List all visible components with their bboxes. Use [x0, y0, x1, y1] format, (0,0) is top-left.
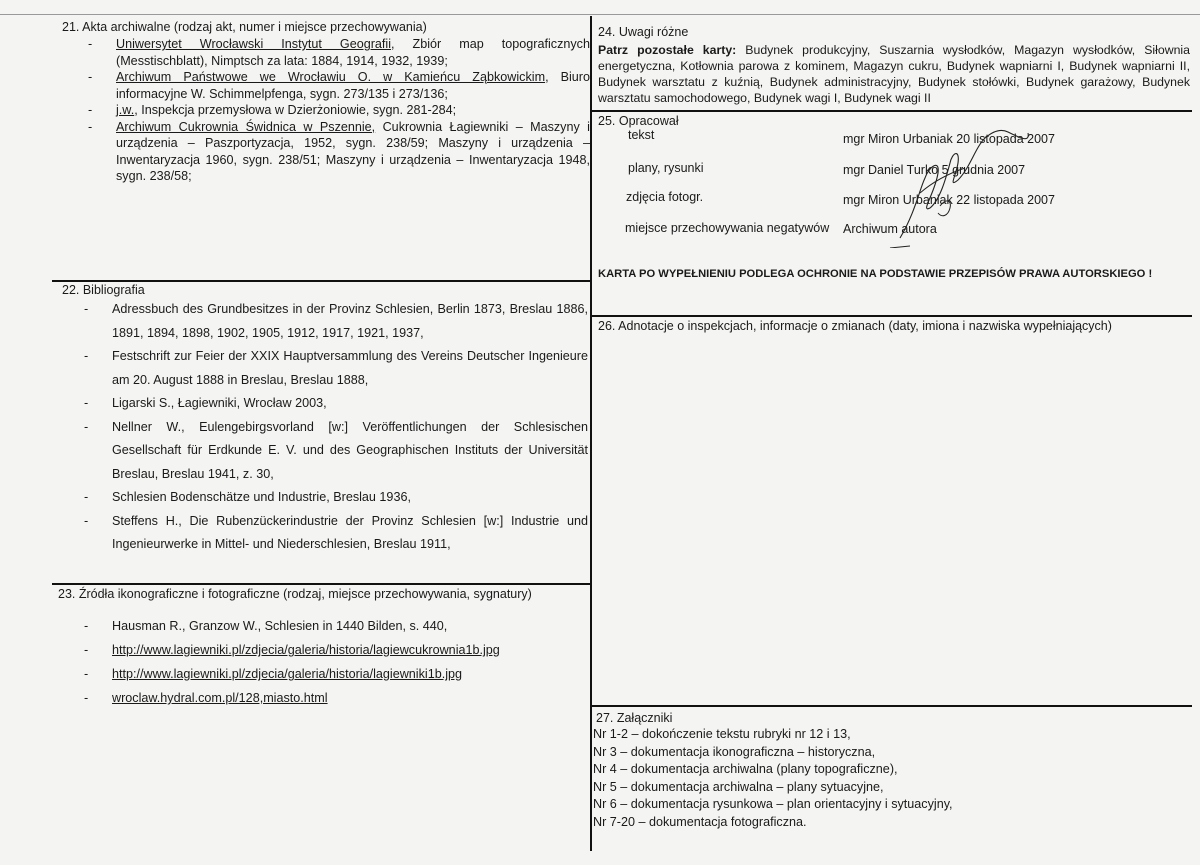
list-dash: -	[84, 419, 89, 434]
source-item	[84, 662, 588, 686]
bibliography-text: Schlesien Bodenschätze und Industrie, Breslau 1936,	[112, 490, 411, 504]
source-text: Hausman R., Granzow W., Schlesien in 1440 Bilden, s. 440,	[112, 619, 448, 633]
list-dash: -	[84, 490, 89, 504]
bibliography-text: Nellner W., Eulengebirgsvorland [w:] Veröffentlichungen der Schlesischen Gesellschaft für Erdkunde E. V. und des Geographischen Instituts der Universität Breslau, Breslau 1941, z. 30,	[112, 419, 588, 481]
attachment-item: Nr 5 – dokumentacja archiwalna – plany sytuacyjne,	[593, 779, 884, 794]
archive-link[interactable]: Uniwersytet Wrocławski Instytut Geografii	[116, 37, 392, 51]
bibliography-item	[84, 416, 588, 487]
prepared-text-label: tekst	[628, 128, 655, 142]
photos-label: zdjęcia fotogr.	[626, 190, 704, 204]
list-dash: -	[84, 349, 89, 363]
list-dash: -	[88, 70, 93, 84]
bibliography-text: Ligarski S., Łagiewniki, Wrocław 2003,	[112, 396, 327, 410]
section-22-title: 22. Bibliografia	[62, 283, 145, 297]
divider-22-23	[52, 583, 590, 585]
list-dash: -	[88, 37, 93, 51]
section-25-title: 25. Opracował	[598, 114, 679, 128]
divider-26-27	[592, 705, 1192, 707]
divider-21-22	[52, 280, 590, 282]
plans-label: plany, rysunki	[628, 161, 704, 175]
negatives-location-value: Archiwum autora	[843, 222, 937, 236]
negatives-location-label: miejsce przechowywania negatywów	[625, 221, 830, 235]
list-dash: -	[84, 691, 89, 705]
section-24-body	[598, 42, 1190, 106]
see-other-cards-label: Patrz pozostałe karty:	[598, 43, 737, 57]
list-item	[88, 119, 590, 185]
list-dash: -	[84, 302, 89, 316]
list-item	[88, 102, 590, 119]
bibliography-item	[84, 345, 588, 392]
archive-link[interactable]: Archiwum Cukrownia Świdnica w Pszennie,	[116, 119, 376, 134]
archive-link[interactable]: Archiwum Państwowe we Wrocławiu O. w Kamieńcu Ząbkowickim	[116, 70, 546, 84]
section-22-list	[84, 298, 588, 557]
source-item	[84, 686, 588, 710]
prepared-text-value: mgr Miron Urbaniak 20 listopada 2007	[843, 132, 1055, 146]
source-item	[84, 638, 588, 662]
archive-detail: Cukrownia Łagiewniki – Maszyny i urządzenia – Paszportyzacja, 1952, sygn. 238/59; Maszyny i urządzenia – Inwentaryzacja 1960, sygn. 238/51; Maszyny i urządzenia – Inwentaryzacja 1948, sygn. 238/58;	[116, 119, 590, 183]
list-item	[88, 69, 590, 102]
bibliography-item	[84, 510, 588, 557]
section-21-list	[88, 36, 590, 185]
source-link[interactable]: http://www.lagiewniki.pl/zdjecia/galeria/historia/lagiewcukrownia1b.jpg	[112, 643, 500, 657]
archive-link[interactable]: j.w.	[116, 103, 135, 117]
bibliography-item	[84, 392, 588, 416]
attachments-list	[593, 726, 953, 831]
related-buildings-list: Budynek produkcyjny, Suszarnia wysłodków, Magazyn wysłodków, Siłownia energetyczna, Kotłownia parowa z kominem, Magazyn cukru, Budynek wapniarni I, Budynek wapniarni II, Budynek warsztatu z kuźnią, Budynek administracyjny, Budynek stołówki, Budynek garażowy, Budynek warsztatu samochodowego, Budynek wagi I, Budynek wagi II	[598, 43, 1190, 105]
section-24-title: 24. Uwagi różne	[598, 25, 689, 39]
divider-24-25	[592, 110, 1192, 112]
list-dash: -	[84, 619, 89, 633]
attachment-item: Nr 1-2 – dokończenie tekstu rubryki nr 12 i 13,	[593, 727, 851, 741]
list-dash: -	[84, 643, 89, 657]
copyright-notice: KARTA PO WYPEŁNIENIU PODLEGA OCHRONIE NA PODSTAWIE PRZEPISÓW PRAWA AUTORSKIEGO !	[598, 268, 1153, 280]
attachment-item: Nr 3 – dokumentacja ikonograficzna – historyczna,	[593, 744, 876, 759]
column-divider	[590, 16, 592, 851]
source-link[interactable]: http://www.lagiewniki.pl/zdjecia/galeria/historia/lagiewniki1b.jpg	[112, 667, 463, 681]
list-dash: -	[88, 119, 93, 134]
list-dash: -	[88, 103, 93, 117]
section-23-title: 23. Źródła ikonograficzne i fotograficzne (rodzaj, miejsce przechowywania, sygnatury)	[58, 587, 532, 601]
bibliography-text: Festschrift zur Feier der XXIX Hauptversammlung des Vereins Deutscher Ingenieure am 20. August 1888 in Breslau, Breslau 1888,	[112, 349, 588, 387]
archive-detail: , Inspekcja przemysłowa w Dzierżoniowie, sygn. 281-284;	[134, 103, 457, 117]
photos-value: mgr Miron Urbaniak 22 listopada 2007	[843, 193, 1055, 207]
archive-detail: , Zbiór map topograficznych (Messtischblatt), Nimptsch za lata: 1884, 1914, 1932, 1939;	[116, 37, 590, 68]
list-dash: -	[84, 513, 89, 528]
attachment-item: Nr 6 – dokumentacja rysunkowa – plan orientacyjny i sytuacyjny,	[593, 797, 953, 811]
section-26-title: 26. Adnotacje o inspekcjach, informacje o zmianach (daty, imiona i nazwiska wypełniających)	[598, 319, 1112, 333]
list-item	[88, 36, 590, 69]
attachment-item: Nr 7-20 – dokumentacja fotograficzna.	[593, 814, 807, 829]
archive-detail: , Biuro informacyjne W. Schimmelpfenga, sygn. 273/135 i 273/136;	[116, 70, 590, 101]
list-dash: -	[84, 396, 89, 410]
bibliography-text: Steffens H., Die Rubenzückerindustrie der Provinz Schlesien [w:] Industrie und Ingenieurwerke in Mittel- und Niederschlesien, Breslau 1911,	[112, 513, 588, 551]
source-item	[84, 614, 588, 638]
section-21-title: 21. Akta archiwalne (rodzaj akt, numer i miejsce przechowywania)	[62, 20, 427, 34]
top-border	[0, 14, 1200, 15]
bibliography-item	[84, 486, 588, 510]
attachment-item: Nr 4 – dokumentacja archiwalna (plany topograficzne),	[593, 762, 898, 776]
section-27-title: 27. Załączniki	[596, 711, 673, 725]
section-23-list	[84, 614, 588, 710]
handwritten-signature	[880, 118, 1040, 248]
bibliography-text: Adressbuch des Grundbesitzes in der Provinz Schlesien, Berlin 1873, Breslau 1886, 1891, 1894, 1898, 1902, 1905, 1912, 1917, 1921, 1937,	[112, 302, 588, 340]
source-link[interactable]: wroclaw.hydral.com.pl/128,miasto.html	[112, 691, 328, 705]
list-dash: -	[84, 667, 89, 681]
plans-value: mgr Daniel Turko 5 grudnia 2007	[843, 163, 1026, 177]
divider-25-26	[592, 315, 1192, 317]
bibliography-item	[84, 298, 588, 345]
